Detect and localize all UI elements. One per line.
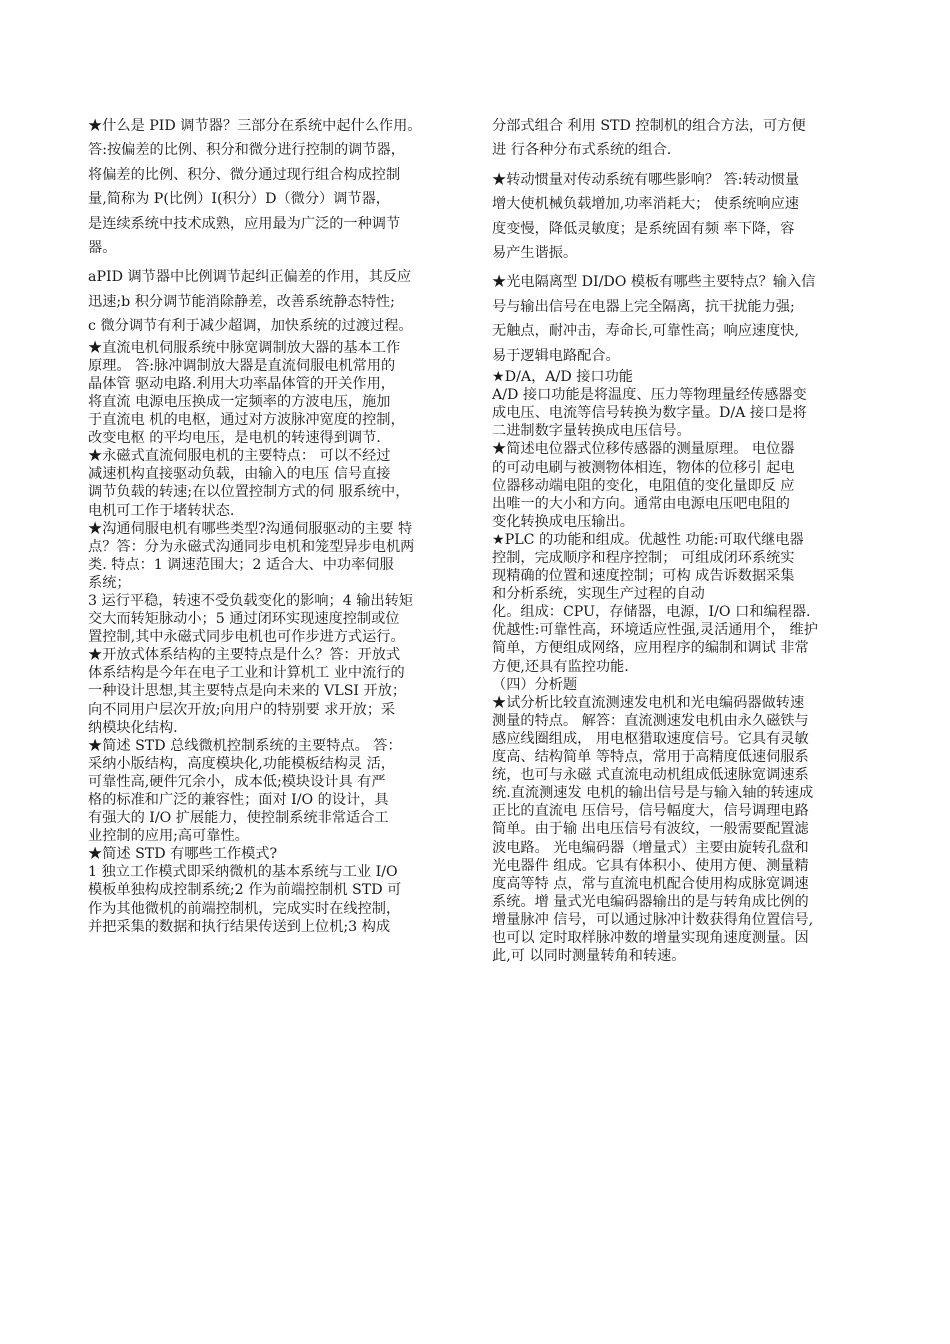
left-column	[88, 114, 484, 936]
text-line: 电机可工作于堵转状态.	[88, 502, 235, 519]
text-line: 感应线圈组成， 用电枢猎取速度信号。它具有灵敏	[492, 730, 809, 747]
text-line: 成电压、电流等信号转换为数字量。D/A 接口是将	[492, 405, 807, 422]
text-line: 是连续系统中技术成熟，应用最为广泛的一种调节	[88, 215, 401, 232]
text-line: 进 行各种分布式系统的组合.	[492, 142, 672, 159]
text-line: 量,简称为 P(比例）I(积分）D（微分）调节器，	[88, 191, 390, 208]
text-line: c 微分调节有利于减少超调，加快系统的过渡过程。	[88, 318, 413, 335]
text-line: 可靠性高,硬件冗余小，成本低;模块设计具 有严	[88, 773, 386, 790]
text-line: 光电器件 组成。它具有体积小、使用方便、测量精	[492, 857, 809, 874]
text-line: 也可以 定时取样脉冲数的增量实现角速度测量。因	[492, 929, 809, 946]
text-line: 度变慢，降低灵敏度；是系统固有频 率下降，容	[492, 220, 795, 237]
text-block	[88, 114, 484, 260]
text-line: A/D 接口功能是将温度、压力等物理量经传感器变	[492, 387, 807, 404]
right-column	[492, 114, 884, 965]
text-line: ★试分析比较直流测速发电机和光电编码器做转速	[492, 694, 805, 711]
text-block	[88, 265, 484, 338]
text-block	[492, 270, 884, 368]
text-line: ★开放式体系结构的主要特点是什么？答：开放式	[88, 647, 401, 664]
text-line: 有强大的 I/O 扩展能力，使控制系统非常适合工	[88, 810, 389, 827]
text-line: ★简述电位器式位移传感器的测量原理。 电位器	[492, 441, 795, 458]
text-line: 位器移动端电阻的变化，电阻值的变化量即反 应	[492, 477, 795, 494]
text-line: 类. 特点：1 调速范围大；2 适合大、中功率伺服	[88, 556, 394, 573]
text-line: 增大使机械负载增加,功率消耗大； 使系统响应速	[492, 196, 799, 213]
text-line: 点？答：分为永磁式沟通同步电机和笼型异步电机两	[88, 538, 415, 555]
text-line: 统，也可与永磁 式直流电动机组成低速脉宽调速系	[492, 767, 809, 784]
text-line: ★简述 STD 总线微机控制系统的主要特点。 答：	[88, 737, 402, 754]
text-line: 优越性:可靠性高，环境适应性强,灵活通用个， 维护	[492, 622, 818, 639]
text-line: 业控制的应用;高可靠性。	[88, 828, 249, 845]
text-line: 交大而转矩脉动小；5 通过闭环实现速度控制或位	[88, 611, 400, 628]
text-block	[492, 168, 884, 266]
text-line: 简单。由于输 出电压信号有波纹，一般需要配置滤	[492, 821, 809, 838]
text-line: 将直流 电源电压换成一定频率的方波电压，施加	[88, 393, 391, 410]
text-line: 体系结构是今年在电子工业和计算机工 业中流行的	[88, 665, 405, 682]
text-line: 将偏差的比例、积分、微分通过现行组合构成控制	[88, 166, 401, 183]
text-line: 并把采集的数据和执行结果传送到上位机;3 构成	[88, 918, 391, 935]
text-line: 向不同用户层次开放;向用户的特别要 求开放；采	[88, 701, 396, 718]
text-line: aPID 调节器中比例调节起纠正偏差的作用，其反应	[88, 269, 412, 286]
text-line: 二进制数字量转换成电压信号。	[492, 423, 691, 440]
text-line: 格的标准和广泛的兼容性；面对 I/O 的设计，具	[88, 792, 389, 808]
text-line: 器。	[88, 240, 117, 257]
text-line: 度高等特 点，常与直流电机配合使用构成脉宽调速	[492, 875, 809, 892]
text-line: 一种设计思想,其主要特点是向未来的 VLSI 开放；	[88, 683, 407, 700]
text-line: 作为其他微机的前端控制机，完成实时在线控制，	[88, 900, 401, 917]
text-line: 控制，完成顺序和程序控制； 可组成闭环系统实	[492, 550, 795, 566]
text-line: 的可动电刷与被测物体相连，物体的位移引 起电	[492, 459, 795, 476]
text-line: 号与输出信号在电器上完全隔离，抗干扰能力强;	[492, 298, 795, 315]
text-line: 分部式组合 利用 STD 控制机的组合方法，可方便	[492, 118, 806, 134]
text-line: 增量脉冲 信号，可以通过脉冲计数获得角位置信号,	[492, 911, 814, 928]
text-line: 置控制,其中永磁式同步电机也可作步进方式运行。	[88, 629, 405, 646]
text-line: 易于逻辑电路配合。	[492, 347, 620, 364]
text-line: ★D/A，A/D 接口功能	[492, 369, 633, 386]
text-line: ★转动惯量对传动系统有哪些影响？ 答:转动惯量	[492, 171, 800, 188]
text-line: 晶体管 驱动电路.利用大功率晶体管的开关作用，	[88, 375, 395, 392]
text-line: 正比的直流电 压信号，信号幅度大，信号调理电路	[492, 803, 809, 820]
text-line: 纳模块化结构.	[88, 719, 178, 736]
text-line: ★PLC 的功能和组成。优越性 功能:可取代继电器	[492, 531, 804, 548]
text-line: ★永磁式直流伺服电机的主要特点： 可以不经过	[88, 448, 391, 465]
text-line: 3 运行平稳，转速不受负载变化的影响；4 输出转矩	[88, 592, 414, 609]
text-line: 简单，方便组成网络，应用程序的编制和调试 非常	[492, 640, 809, 657]
text-line: 于直流电 机的电枢，通过对方波脉冲宽度的控制，	[88, 412, 405, 429]
text-line: ★简述 STD 有哪些工作模式?	[88, 846, 278, 863]
text-line: ★什么是 PID 调节器？三部分在系统中起什么作用。	[88, 118, 422, 134]
text-line: 答:按偏差的比例、积分和微分进行控制的调节器，	[88, 142, 405, 159]
text-line: 度高、结构简单 等特点，常用于高精度低速伺服系	[492, 749, 809, 766]
text-line: （四）分析题	[492, 676, 578, 693]
text-line: 系统。增 量式光电编码器输出的是与转角成比例的	[492, 893, 809, 910]
text-line: 1 独立工作模式即采纳微机的基本系统与工业 I/O	[88, 864, 398, 881]
text-line: 现精确的位置和速度控制；可构 成告诉数据采集	[492, 568, 795, 585]
text-line: 迅速;b 积分调节能消除静差，改善系统静态特性;	[88, 293, 395, 310]
text-block	[492, 368, 884, 965]
text-line: 易产生谐振。	[492, 245, 578, 262]
text-line: 方便,还具有监控功能.	[492, 658, 629, 675]
text-line: 无触点，耐冲击，寿命长,可靠性高；响应速度快,	[492, 323, 799, 340]
text-block	[492, 114, 884, 163]
text-line: 波电路。 光电编码器（增量式）主要由旋转孔盘和	[492, 839, 809, 856]
text-line: 出唯一的大小和方向。通常由电源电压吧电阻的	[492, 495, 790, 512]
text-line: ★光电隔离型 DI/DO 模板有哪些主要特点？输入信	[492, 274, 816, 291]
text-line: 统.直流测速发 电机的输出信号是与输入轴的转速成	[492, 785, 814, 802]
text-line: 采纳小版结构，高度模块化,功能模板结构灵 活，	[88, 755, 395, 772]
text-line: 系统；	[88, 574, 131, 591]
text-line: 测量的特点。 解答：直流测速发电机由永久磁铁与	[492, 712, 809, 729]
text-line: ★沟通伺服电机有哪些类型?沟通伺服驱动的主要 特	[88, 520, 413, 537]
text-line: 变化转换成电压输出。	[492, 513, 634, 530]
text-line: 和分析系统，实现生产过程的自动	[492, 586, 705, 603]
text-line: 调节负载的转速;在以位置控制方式的伺 服系统中，	[88, 484, 410, 501]
text-line: 原理。 答:脉冲调制放大器是直流伺服电机常用的	[88, 357, 396, 374]
text-line: 模板单独构成控制系统;2 作为前端控制机 STD 可	[88, 882, 402, 899]
text-line: 此,可 以同时测量转角和转速。	[492, 948, 686, 965]
text-line: 化。组成：CPU，存储器，电源，I/O 口和编程器.	[492, 604, 811, 621]
text-block	[88, 339, 484, 936]
text-line: 减速机构直接驱动负载，由输入的电压 信号直接	[88, 466, 391, 483]
text-line: 改变电枢 的平均电压，是电机的转速得到调节.	[88, 430, 381, 447]
text-line: ★直流电机伺服系统中脉宽调制放大器的基本工作	[88, 339, 401, 356]
